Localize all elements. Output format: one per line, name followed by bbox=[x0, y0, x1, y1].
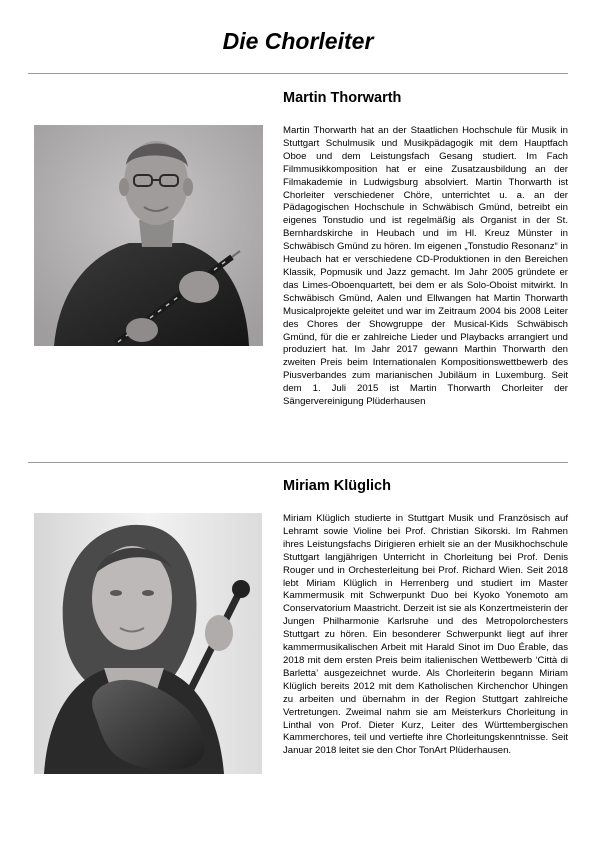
portrait-photo-martin bbox=[34, 125, 263, 346]
section-divider bbox=[28, 462, 568, 463]
page-title: Die Chorleiter bbox=[222, 28, 374, 54]
person-bio: Martin Thorwarth hat an der Staatlichen Hochschule für Musik in Stuttgart Schulmusik und Musikpädagogik mit dem Hauptfach Oboe und dem Leistungsfach Gesang studiert. Im Fach Filmmusikkomposition hat er eine Zusatzausbildung an der Filmakademie in Ludwigsburg absolviert. Martin Thorwarth ist Chorleiter verschiedener Chöre, unterrichtet u. a. an der Pädagogischen Hochschule in Schwäbisch Gmünd, betreibt ein eigenes Tonstudio und ist regelmäßig als Organist in der St. Bernhardskirche in Heubach und im Hl. Kreuz Münster in Schwäbisch Gmünd zu hören. Im eigenen „Tonstudio Resonanz“ in Heubach hat er verschiedene CD-Produktionen in den Bereichen Klassik, Popmusik und Jazz gemacht. Im Jahr 2005 gründete er das Limes-Oboenquartett, bei dem er als Solo-Oboist mitwirkt. In Schwäbisch Gmünd, Aalen und Ellwangen hat Martin Thorwarth Musicalprojekte geleitet und war im Zeitraum 2004 bis 2008 Leiter des Chores der Showgruppe der Musical-Kids Schwäbisch Gmünd, für die er zahlreiche Lieder und Playbacks arrangiert und produziert hat. Im Jahr 2017 gewann Marthin Thorwarth den zweiten Preis beim Internationalen Kompositionswettbewerb des Piusverbandes zum marianischen Jubiläum in Luxemburg. Seit dem 1. Juli 2015 ist Martin Thorwarth Chorleiter der Sängervereinigung Plüderhausen bbox=[283, 125, 568, 408]
person-name: Martin Thorwarth bbox=[283, 90, 402, 106]
person-bio: Miriam Klüglich studierte in Stuttgart Musik und Französisch auf Lehramt sowie Violine bei Prof. Christian Sikorski. Im Rahmen ihres Leistungsfachs Dirigieren erhielt sie an der Musikhochschule Stuttgart langjährigen Unterricht in Chorleitung bei Prof. Denis Rouger und in Orchesterleitung bei Prof. Richard Wien. Seit 2018 lebt Miriam Klüglich in Herrenberg und studiert im Master Kammermusik mit Schwerpunkt Duo bei Kyoko Yonemoto am Conservatorium Maastricht. Derzeit ist sie als Konzertmeisterin der Jungen Philharmonie Karlsruhe und des Metropolorchesters Stuttgart zu hören. Ein besonderer Schwerpunkt liegt auf ihrer kammermusikalischen Arbeit mit Harald Sinot im Duo Érable, das 2018 mit dem ersten Preis beim italienischen Wettbewerb ‘Città di Barletta’ ausgezeichnet wurde. Als Chorleiterin begann Miriam Klüglich bereits 2012 mit dem Katholischen Kirchenchor Uhingen zu arbeiten und übernahm in der Region Stuttgart zahlreiche Vertretungen. Zweimal nahm sie am Meisterkurs Chorleitung in Linthal von Prof. Dieter Kurz, Leiter des Württembergischen Kammerchores, teil und vertiefte ihre Chorleitungskenntnisse. Seit Januar 2018 leitet sie den Chor TonArt Plüderhausen. bbox=[283, 513, 568, 757]
portrait-photo-miriam bbox=[34, 513, 262, 774]
person-name: Miriam Klüglich bbox=[283, 478, 391, 494]
top-divider bbox=[28, 73, 568, 74]
